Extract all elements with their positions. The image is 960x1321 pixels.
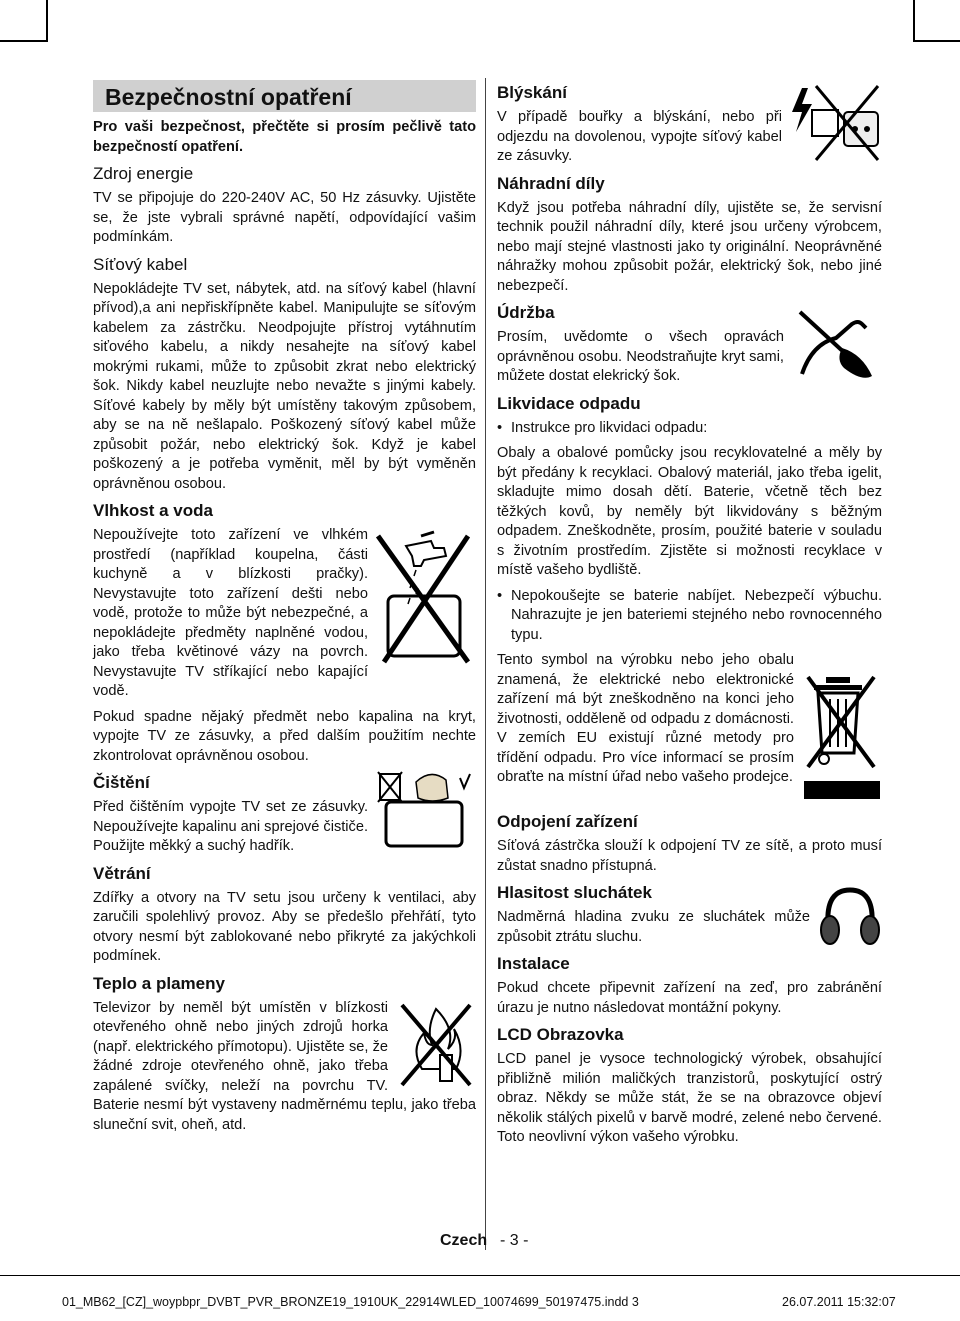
crop-mark [0, 1275, 960, 1276]
cable-text: Nepokládejte TV set, nábytek, atd. na síťový kabel (hlavní přívod),a ani nepřiskřípněte kabel. Manipulujte se síťovým kabelem za zástrčku. Neodpojujte přístroj vytáhnutím siťového kabelu, a nikdy nesahejte na síťový kabel mokrými rukami, může to způsobit zkrat nebo elektrický šok. Nikdy kabel neuzlujte nebo nevažte s jinými kabely. Síťové kabely by měly být umístěny takovým způsobem, aby se na ně nešlapalo. Poškozený síťový kabel může způsobit požár, nebo elektrický šok. Když je kabel poškozený a je potřeba vyměnit, měl by být vyměněn oprávněnou osobou. [93, 280, 476, 492]
water-warning-icon [376, 526, 476, 666]
crop-mark [913, 0, 915, 40]
cleaning-icon [376, 768, 476, 848]
disconnect-heading: Odpojení zařízení [497, 812, 638, 831]
disposal-heading: Likvidace odpadu [497, 393, 641, 413]
lightning-heading: Blýskání [497, 83, 567, 102]
crop-mark [46, 0, 48, 40]
heat-text: Televizor by neměl být umístěn v blízkosti otevřeného ohně nebo jiných zdrojů horka (např. elektrického přímotopu). Ujistěte se, že žádné zdroje otevřeného ohně, jako třeba zapálené svíčky, neleží na povrchu TV. Baterie nesmí být vystaveny nadměrnému teplu, jako třeba sluneční svit, oheň, atd. [93, 999, 476, 1133]
footer-language: Czech [440, 1232, 488, 1249]
headphones-icon [818, 884, 882, 950]
lcd-heading: LCD Obrazovka [497, 1025, 624, 1044]
vent-text: Zdířky a otvory na TV setu jsou určeny k ventilaci, aby zaručili spolehlivý provoz. Aby se předešlo přehřátí, tyto otvory nesmí být zablokované nebo přikryté za jakýchkoli podmínek. [93, 889, 476, 964]
disconnect-text: Síťová zástrčka slouží k odpojení TV ze sítě, a proto musí zůstat snadno přístupná. [497, 838, 882, 874]
vent-heading: Větrání [93, 863, 151, 883]
fire-warning-icon [396, 999, 476, 1089]
heat-heading: Teplo a plameny [93, 973, 225, 993]
service-text: Prosím, uvědomte o všech opravách oprávněnou osobu. Neodstraňujte kryt sami, můžete dostat elekrický šok. [497, 329, 784, 384]
parts-heading: Náhradní díly [497, 173, 605, 193]
intro-text: Pro vaši bezpečnost, přečtěte si prosím pečlivě tato bezpečností opatření. [93, 119, 476, 155]
moisture-text: Nepoužívejte toto zařízení ve vlhkém prostředí (například koupelna, části kuchyně a v blízkosti pračky). Nevystavujte toto zařízení dešti nebo vodě, protože to může být nebezpečné, a nepokládejte předměty naplněné vodou, jako třeba květinové vázy na povrch. Nevystavujte TV stříkající nebo kapající vodě. [93, 527, 368, 699]
column-divider [485, 78, 486, 1250]
weee-bin-icon [802, 671, 882, 811]
moisture-text-2: Pokud spadne nějaký předmět nebo kapalina na kryt, vypojte TV ze zásuvky, a před dalším použitím nechte zkontrolovat oprávněnou osobou. [93, 708, 476, 764]
screwdriver-icon [792, 304, 882, 384]
disposal-bullet-1: • Instrukce pro likvidaci odpadu: [497, 419, 882, 439]
page-number: - 3 - [500, 1232, 529, 1249]
lightning-unplug-icon [790, 82, 882, 164]
cleaning-text: Před čištěním vypojte TV set ze zásuvky. Nepoužívejte kapalinu ani sprejové čističe. Použijte měkký a suchý hadřík. [93, 799, 369, 854]
cleaning-heading: Čištění [93, 773, 150, 792]
service-heading: Údržba [497, 303, 555, 322]
left-column [93, 80, 476, 1141]
footer-file-name: 01_MB62_[CZ]_woypbpr_DVBT_PVR_BRONZE19_1910UK_22914WLED_10074699_50197475.indd 3 [62, 1295, 639, 1309]
headphone-heading: Hlasitost sluchátek [497, 883, 652, 902]
install-heading: Instalace [497, 954, 570, 973]
headphone-text: Nadměrná hladina zvuku ze sluchátek může způsobit ztrátu sluchu. [497, 909, 810, 945]
right-column [497, 80, 882, 1154]
page-title: Bezpečnostní opatření [105, 84, 352, 110]
disposal-text: Obaly a obalové pomůcky jsou recyklovatelné a měly by být předány k recyklaci. Obalový materiál, jako třeba igelit, skladujte mimo dosah dětí. Baterie, včetně těch bez těžkých kovů, by neměly být likvidovány s běžným odpadem. Zneškodněte, prosím, použité baterie v souladu s životním prostředím. Zjistěte si možnosti recyklace v místě vašeho bydliště. [497, 445, 882, 578]
power-text: TV se připojuje do 220-240V AC, 50 Hz zásuvky. Ujistěte se, že jste vybrali správné napětí, odpovídající vašim podmínkám. [93, 190, 476, 245]
install-text: Pokud chcete připevnit zařízení na zeď, pro zabránění úrazu je nutno následovat montážní pokyny. [497, 980, 882, 1016]
cable-heading: Síťový kabel [93, 254, 188, 274]
crop-mark [0, 40, 48, 42]
moisture-heading: Vlhkost a voda [93, 501, 213, 520]
parts-text: Když jsou potřeba náhradní díly, ujistěte se, že servisní technik použil náhradní díly, které jsou určeny výrobcem, nebo mají stejné vlastnosti jako ty originální. Neoprávněné náhražky mohou způsobit požár, elektrický šok, nebo jiné nebezpečí. [497, 199, 882, 294]
power-heading: Zdroj energie [93, 164, 194, 183]
lcd-text: LCD panel je vysoce technologický výrobek, obsahující přibližně milión maličkých tranzistorů, poskytující ostrý obraz. Někdy se může stát, že se na obrazovce objeví několik stálých pixelů v barvě modré, zelené nebo červené. Toto neovlivní výkon vašeho výrobku. [497, 1051, 882, 1145]
crop-mark [913, 40, 960, 42]
lightning-text: V případě bouřky a blýskání, nebo při odjezdu na dovolenou, vypojte síťový kabel ze zásuvky. [497, 109, 782, 164]
disposal-bullet-2: • Nepokoušejte se baterie nabíjet. Nebezpečí výbuchu. Nahrazujte je jen bateriemi stejného nebo rovnocenného typu. [497, 587, 882, 646]
footer-date: 26.07.2011 15:32:07 [782, 1295, 896, 1309]
title-bar [93, 80, 476, 112]
weee-text: Tento symbol na výrobku nebo jeho obalu znamená, že elektrické nebo elektronické zařízení má být zneškodněno na konci jeho životnosti, odděleně od odpadu z domácnosti. V zemích EU existují různé metody pro třídění odpadu. Pro více informací se prosím obraťte na místní úřad nebo vašeho prodejce. [497, 652, 794, 785]
